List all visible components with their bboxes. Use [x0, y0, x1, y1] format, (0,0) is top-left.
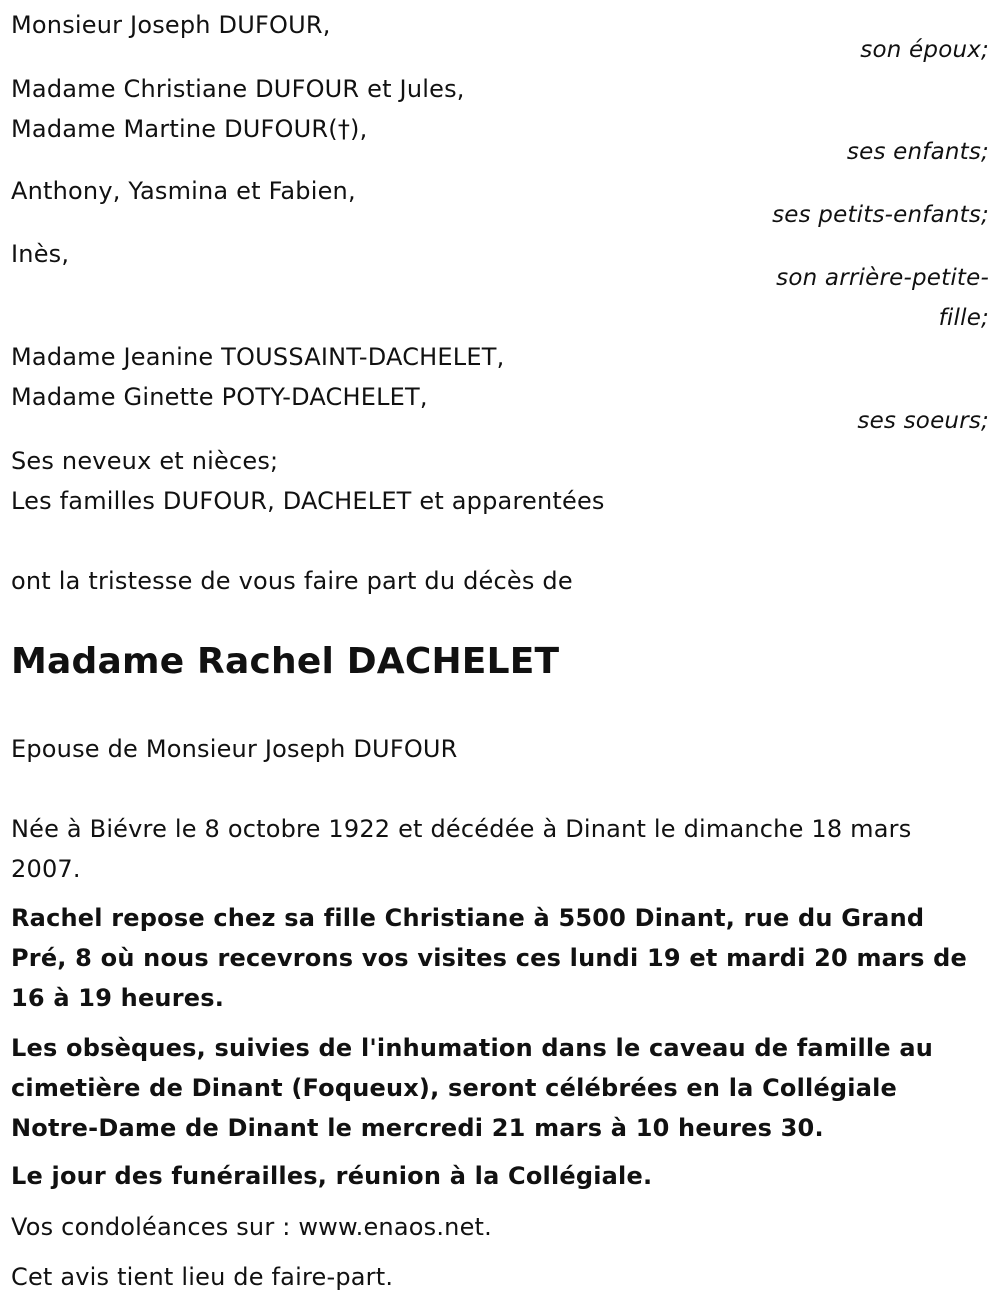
spouse-of: Epouse de Monsieur Joseph DUFOUR: [11, 735, 458, 763]
grandchildren: Anthony, Yasmina et Fabien,: [11, 177, 356, 205]
child-1: Madame Christiane DUFOUR et Jules,: [11, 75, 465, 103]
spouse-relation: son époux;: [860, 37, 989, 63]
great-grandchild-relation-line-1: son arrière-petite-: [776, 265, 989, 291]
families: Les familles DUFOUR, DACHELET et apparentées: [11, 487, 605, 515]
sisters-relation: ses soeurs;: [857, 408, 989, 434]
spouse-name: Monsieur Joseph DUFOUR,: [11, 11, 331, 39]
notice-text: Cet avis tient lieu de faire-part.: [11, 1263, 394, 1291]
birth-death-dates: Née à Biévre le 8 octobre 1922 et décédée à Dinant le dimanche 18 mars 2007.: [11, 815, 912, 883]
grandchildren-relation: ses petits-enfants;: [772, 202, 989, 228]
great-grandchild: Inès,: [11, 240, 70, 268]
child-2: Madame Martine DUFOUR(†),: [11, 115, 368, 143]
children-relation: ses enfants;: [846, 139, 989, 165]
announcement-text: ont la tristesse de vous faire part du décès de: [11, 567, 573, 595]
visitation-info: Rachel repose chez sa fille Christiane à 5500 Dinant, rue du Grand Pré, 8 où nous recevrons vos visites ces lundi 19 et mardi 20 mars de 16 à 19 heures.: [11, 904, 967, 1012]
meeting-info: Le jour des funérailles, réunion à la Collégiale.: [11, 1162, 653, 1190]
funeral-info: Les obsèques, suivies de l'inhumation dans le caveau de famille au cimetière de Dinant (Foqueux), seront célébrées en la Collégiale Notre-Dame de Dinant le mercredi 21 mars à 10 heures 30.: [11, 1034, 934, 1142]
deceased-name: Madame Rachel DACHELET: [11, 641, 560, 682]
sister-1: Madame Jeanine TOUSSAINT-DACHELET,: [11, 343, 505, 371]
sister-2: Madame Ginette POTY-DACHELET,: [11, 383, 428, 411]
condolences-info: Vos condoléances sur : www.enaos.net.: [11, 1213, 492, 1241]
great-grandchild-relation-line-2: fille;: [938, 305, 989, 331]
nephews-nieces: Ses neveux et nièces;: [11, 447, 279, 475]
